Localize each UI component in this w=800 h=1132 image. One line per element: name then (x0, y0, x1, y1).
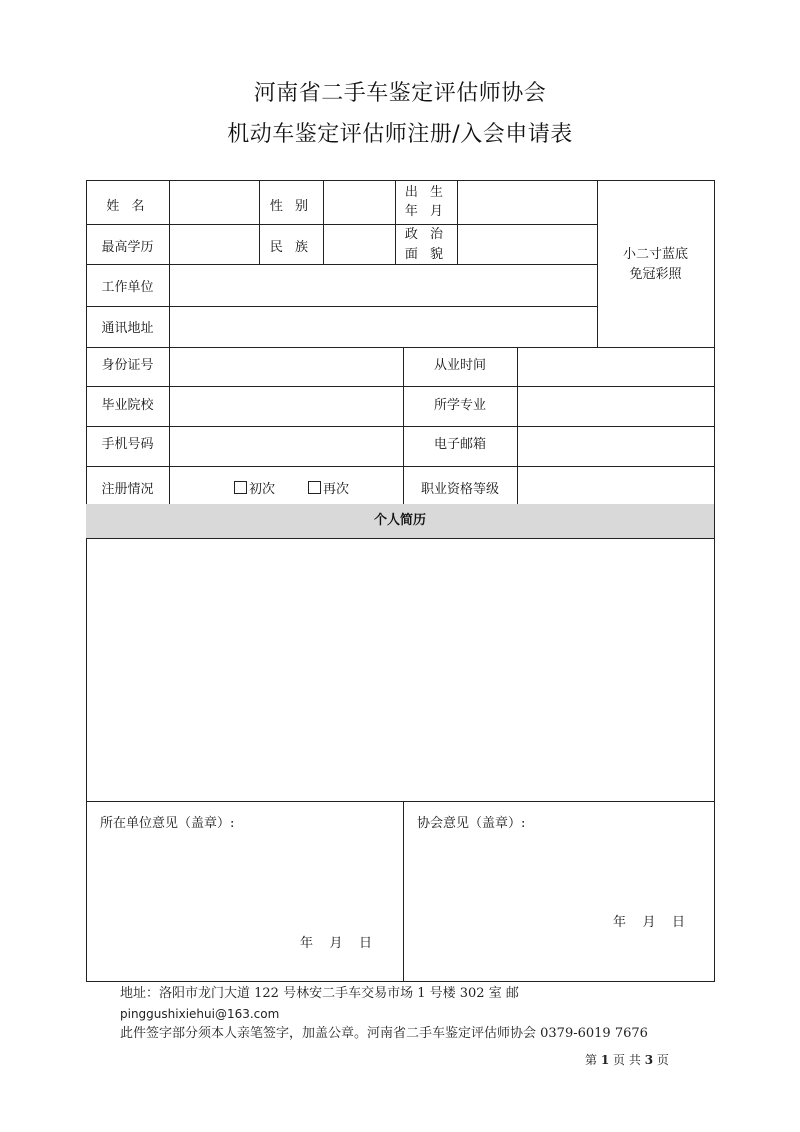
name-label: 姓 名 (106, 199, 149, 214)
employer-label: 工作单位 (101, 280, 154, 295)
page-current: 1 (600, 1053, 610, 1067)
row-divider (86, 538, 715, 539)
checkbox-first[interactable] (234, 481, 247, 494)
col-divider (457, 180, 458, 264)
political-label-line1: 政 治 (404, 227, 448, 242)
photo-note-line1: 小二寸蓝底 (622, 247, 688, 262)
row-divider (86, 347, 715, 348)
row-divider (86, 306, 597, 307)
qualification-label: 职业资格等级 (420, 482, 499, 497)
table-border-right (714, 180, 715, 981)
id-number-label: 身份证号 (101, 358, 154, 373)
option-first-label: 初次 (249, 482, 276, 497)
col-divider (517, 347, 518, 504)
table-border-left (86, 180, 87, 981)
gender-label: 性 别 (269, 199, 313, 214)
col-divider (403, 801, 404, 981)
work-years-label: 从业时间 (433, 358, 486, 373)
employer-opinion-label: 所在单位意见（盖章）: (100, 816, 235, 831)
col-divider (169, 180, 170, 504)
page-prefix: 第 (585, 1053, 598, 1067)
col-divider (323, 180, 324, 264)
email-label: 电子邮箱 (433, 437, 486, 452)
row-divider (86, 801, 715, 802)
page-middle: 页 共 (613, 1053, 641, 1067)
education-label: 最高学历 (101, 240, 154, 255)
page-number (585, 1051, 669, 1068)
footer-address: 地址：洛阳市龙门大道 122 号林安二手车交易市场 1 号楼 302 室 邮 (120, 986, 519, 1001)
ethnicity-label: 民 族 (269, 240, 313, 255)
association-opinion-label: 协会意见（盖章）: (417, 816, 526, 831)
row-divider (86, 466, 715, 467)
table-border-bottom (86, 981, 715, 982)
political-label-line2: 面 貌 (404, 247, 448, 262)
page-suffix: 页 (656, 1053, 669, 1067)
checkbox-again[interactable] (308, 481, 321, 494)
row-divider (86, 426, 715, 427)
address-label: 通讯地址 (101, 321, 154, 336)
association-opinion-date: 年 月 日 (613, 915, 686, 930)
birth-label-line1: 出 生 (404, 185, 448, 200)
phone-label: 手机号码 (101, 437, 154, 452)
registration-label: 注册情况 (101, 482, 154, 497)
page-title: 河南省二手车鉴定评估师协会 (253, 81, 547, 106)
birth-label-line2: 年 月 (404, 204, 448, 219)
page-total: 3 (644, 1053, 654, 1067)
employer-opinion-date: 年 月 日 (300, 936, 373, 951)
registration-option-first[interactable] (234, 480, 275, 500)
footer-email: pinggushixiehui@163.com (120, 1007, 280, 1021)
row-divider (86, 264, 597, 265)
table-border-top (86, 180, 715, 181)
option-again-label: 再次 (323, 482, 350, 497)
registration-option-again[interactable] (308, 480, 349, 500)
school-label: 毕业院校 (101, 398, 154, 413)
footer-note: 此件签字部分须本人亲笔签字，加盖公章。河南省二手车鉴定评估师协会 0379-6019 7676 (120, 1026, 648, 1041)
row-divider (86, 224, 597, 225)
row-divider (86, 386, 715, 387)
major-label: 所学专业 (433, 398, 486, 413)
form-title: 机动车鉴定评估师注册/入会申请表 (227, 122, 573, 147)
photo-note-line2: 免冠彩照 (629, 267, 682, 282)
resume-title: 个人简历 (373, 513, 426, 528)
